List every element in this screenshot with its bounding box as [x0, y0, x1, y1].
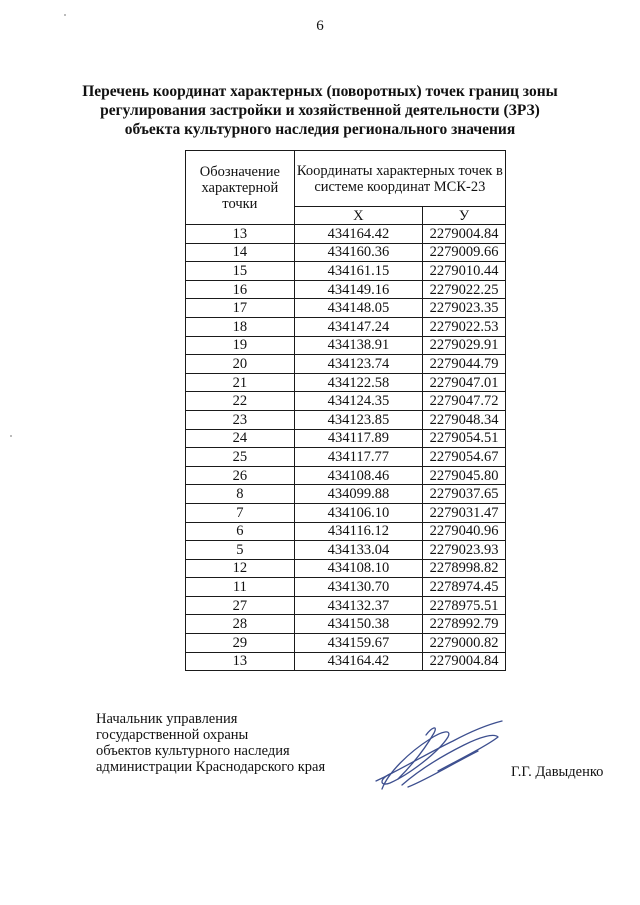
y-coordinate-cell: 2279048.34: [423, 410, 506, 429]
y-coordinate-cell: 2279045.80: [423, 466, 506, 485]
signer-name: Г.Г. Давыденко: [511, 764, 604, 780]
x-coordinate-cell: 434116.12: [294, 522, 422, 541]
point-cell: 29: [186, 634, 295, 653]
point-cell: 7: [186, 503, 295, 522]
table-row: [186, 392, 506, 411]
point-cell: 17: [186, 299, 295, 318]
y-coordinate-cell: 2279037.65: [423, 485, 506, 504]
x-coordinate-cell: 434164.42: [294, 225, 422, 244]
y-coordinate-cell: 2279000.82: [423, 634, 506, 653]
point-cell: 27: [186, 596, 295, 615]
table-row: [186, 485, 506, 504]
coordinates-table: [185, 150, 506, 671]
x-coordinate-cell: 434132.37: [294, 596, 422, 615]
signer-position-line-4: администрации Краснодарского края: [96, 759, 326, 775]
table-row: [186, 559, 506, 578]
x-coordinate-cell: 434164.42: [294, 652, 422, 671]
x-coordinate-cell: 434106.10: [294, 503, 422, 522]
signer-position-line-3: объектов культурного наследия: [96, 743, 290, 759]
y-coordinate-cell: 2279029.91: [423, 336, 506, 355]
table-row: [186, 336, 506, 355]
point-cell: 22: [186, 392, 295, 411]
x-coordinate-cell: 434160.36: [294, 243, 422, 262]
title-line-2: регулирования застройки и хозяйственной деятельности (ЗРЗ): [100, 102, 540, 119]
y-coordinate-cell: 2279023.35: [423, 299, 506, 318]
x-coordinate-cell: 434123.85: [294, 410, 422, 429]
point-cell: 16: [186, 280, 295, 299]
table-row: [186, 541, 506, 560]
x-coordinate-cell: 434147.24: [294, 317, 422, 336]
x-coordinate-cell: 434161.15: [294, 262, 422, 281]
y-coordinate-cell: 2279004.84: [423, 225, 506, 244]
page-number: 6: [316, 18, 324, 34]
table-row: [186, 429, 506, 448]
x-coordinate-cell: 434133.04: [294, 541, 422, 560]
y-coordinate-cell: 2279031.47: [423, 503, 506, 522]
table-row: [186, 596, 506, 615]
table-row: [186, 522, 506, 541]
point-cell: 6: [186, 522, 295, 541]
title-line-3: объекта культурного наследия регионального значения: [124, 121, 516, 138]
point-cell: 13: [186, 652, 295, 671]
table-row: [186, 634, 506, 653]
y-coordinate-cell: 2278992.79: [423, 615, 506, 634]
signer-position-line-2: государственной охраны: [96, 727, 249, 743]
point-cell: 24: [186, 429, 295, 448]
x-coordinate-cell: 434099.88: [294, 485, 422, 504]
scan-speck: [10, 435, 12, 437]
point-cell: 18: [186, 317, 295, 336]
point-cell: 8: [186, 485, 295, 504]
y-coordinate-cell: 2279023.93: [423, 541, 506, 560]
y-coordinate-cell: 2279047.72: [423, 392, 506, 411]
point-cell: 19: [186, 336, 295, 355]
table-row: [186, 317, 506, 336]
point-cell: 5: [186, 541, 295, 560]
handwritten-signature: [368, 713, 508, 795]
x-coordinate-cell: 434117.77: [294, 448, 422, 467]
x-coordinate-cell: 434122.58: [294, 373, 422, 392]
signer-position-line-1: Начальник управления: [96, 711, 238, 727]
table-row: [186, 299, 506, 318]
table-row: [186, 448, 506, 467]
document-title: [40, 82, 600, 139]
signer-position: [96, 711, 325, 775]
header-coordinates: Координаты характерных точек в системе координат МСК-23: [294, 151, 505, 207]
y-coordinate-cell: 2278998.82: [423, 559, 506, 578]
point-cell: 13: [186, 225, 295, 244]
table-row: [186, 466, 506, 485]
y-coordinate-cell: 2279009.66: [423, 243, 506, 262]
table-row: [186, 355, 506, 374]
table-row: [186, 578, 506, 597]
scan-speck: [64, 14, 66, 16]
table-row: [186, 373, 506, 392]
x-coordinate-cell: 434148.05: [294, 299, 422, 318]
point-cell: 23: [186, 410, 295, 429]
x-coordinate-cell: 434108.10: [294, 559, 422, 578]
y-coordinate-cell: 2279047.01: [423, 373, 506, 392]
y-coordinate-cell: 2279010.44: [423, 262, 506, 281]
table-row: [186, 225, 506, 244]
x-coordinate-cell: 434138.91: [294, 336, 422, 355]
y-coordinate-cell: 2279022.53: [423, 317, 506, 336]
point-cell: 15: [186, 262, 295, 281]
point-cell: 12: [186, 559, 295, 578]
point-cell: 21: [186, 373, 295, 392]
point-cell: 28: [186, 615, 295, 634]
y-coordinate-cell: 2279044.79: [423, 355, 506, 374]
x-coordinate-cell: 434150.38: [294, 615, 422, 634]
header-y: У: [423, 207, 506, 225]
y-coordinate-cell: 2279004.84: [423, 652, 506, 671]
x-coordinate-cell: 434149.16: [294, 280, 422, 299]
header-point-designation: Обозначение характерной точки: [186, 151, 295, 225]
x-coordinate-cell: 434159.67: [294, 634, 422, 653]
table-row: [186, 615, 506, 634]
y-coordinate-cell: 2279054.51: [423, 429, 506, 448]
point-cell: 20: [186, 355, 295, 374]
y-coordinate-cell: 2279022.25: [423, 280, 506, 299]
table-row: [186, 503, 506, 522]
header-x: X: [294, 207, 422, 225]
y-coordinate-cell: 2278975.51: [423, 596, 506, 615]
x-coordinate-cell: 434130.70: [294, 578, 422, 597]
x-coordinate-cell: 434123.74: [294, 355, 422, 374]
y-coordinate-cell: 2279054.67: [423, 448, 506, 467]
table-row: [186, 410, 506, 429]
point-cell: 11: [186, 578, 295, 597]
table-row: [186, 262, 506, 281]
table-row: [186, 280, 506, 299]
x-coordinate-cell: 434117.89: [294, 429, 422, 448]
point-cell: 25: [186, 448, 295, 467]
table-row: [186, 652, 506, 671]
table-row: [186, 243, 506, 262]
x-coordinate-cell: 434124.35: [294, 392, 422, 411]
y-coordinate-cell: 2279040.96: [423, 522, 506, 541]
title-line-1: Перечень координат характерных (поворотных) точек границ зоны: [82, 83, 558, 100]
coordinates-table-body: [186, 225, 506, 671]
point-cell: 14: [186, 243, 295, 262]
point-cell: 26: [186, 466, 295, 485]
x-coordinate-cell: 434108.46: [294, 466, 422, 485]
y-coordinate-cell: 2278974.45: [423, 578, 506, 597]
